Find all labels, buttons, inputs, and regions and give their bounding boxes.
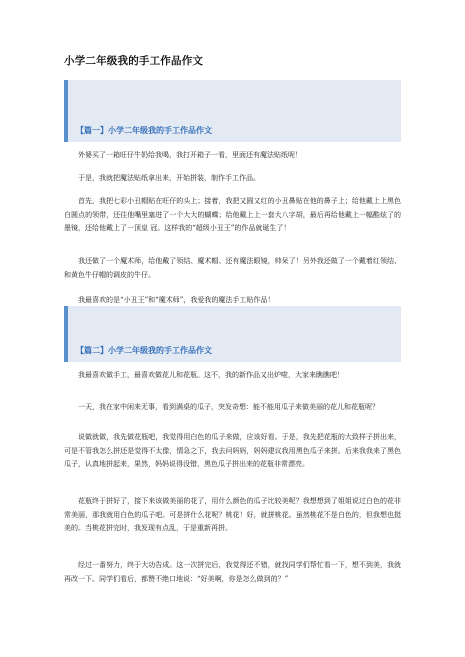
paragraph: 花瓶终于拼好了，接下来该做美丽的花了，用什么颜色的瓜子比较美呢？我想想到了姐姐说过白色的花非常美丽，那我就用白色的瓜子吧。可是拼什么花呢？桃花！好，就拼桃花。虽然桃花不是白色的，但我想也挺美的。当桃花拼完时，我发现有点乱，于是重新再拼。 — [64, 497, 401, 532]
section-header-2 — [64, 306, 401, 362]
paragraph: 经过一番努力，终于大功告成。这一次拼完后，我觉得还不错，就找同学们帮忙看一下，想不到美，我就再改一下。同学们看后，都赞不绝口地说：“好美啊，你是怎么做到的？” — [64, 561, 401, 583]
paragraph: 一天，我在家中闲来无事，看到满桌的瓜子，突发奇想：能不能用瓜子来做美丽的花儿和花瓶呢？ — [78, 403, 379, 411]
section-header-1 — [64, 80, 401, 142]
paragraph: 说做就做，我先做花瓶吧，我觉得用白色的瓜子来做，应该好看。于是，我先把花瓶的大致样子拼出来，可是不管我怎么拼还是觉得不太像，情急之下，我去问妈妈，妈妈建议我用黑色瓜子来拼。后来我我来了黑色瓜子，认真地拼起来，果然，妈妈说得没错，黑色瓜子拼出来的花瓶非常漂亮。 — [64, 433, 401, 468]
paragraph: 我还做了一个魔术师，给他戴了领结、魔术帽、还有魔法眼镜，帅呆了！另外我还做了一个戴着红领结、和黄色牛仔帽的调皮的牛仔。 — [64, 257, 401, 279]
section-heading: 【篇二】小学二年级我的手工作品作文 — [76, 346, 212, 355]
paragraph: 首先，我把七彩小丑帽贴在旺仔的头上；接着，我把又圆又红的小丑鼻贴在他的鼻子上；给他戴上上黑色白圆点的领带，还往他嘴里塞进了一个大大的蝴蝶；给他戴上上一套大八字胡，最后再给他戴上一幅酷炫了的墨镜，还给他戴上了一顶皇 冠。这样我的“超级小丑王”的作品就诞生了！ — [64, 197, 401, 232]
paragraph: 于是，我就把魔法贴纸拿出来，开始拼装，制作手工作品。 — [78, 174, 260, 182]
section-heading: 【篇一】小学二年级我的手工作品作文 — [76, 126, 212, 135]
paragraph: 我最喜欢的是“小丑王”和“魔术师”，我爱我的魔法手工贴作品！ — [78, 296, 275, 304]
page-title: 小学二年级我的手工作品作文 — [64, 55, 204, 67]
paragraph: 我最喜欢做手工，最喜欢做花儿和花瓶。这不，我的新作品又出炉啦，大家来瞧瞧吧！ — [78, 371, 344, 379]
paragraph: 外婆买了一箱旺仔牛奶给我喝，我打开箱子一看，里面还有魔法贴纸呢！ — [78, 151, 302, 159]
